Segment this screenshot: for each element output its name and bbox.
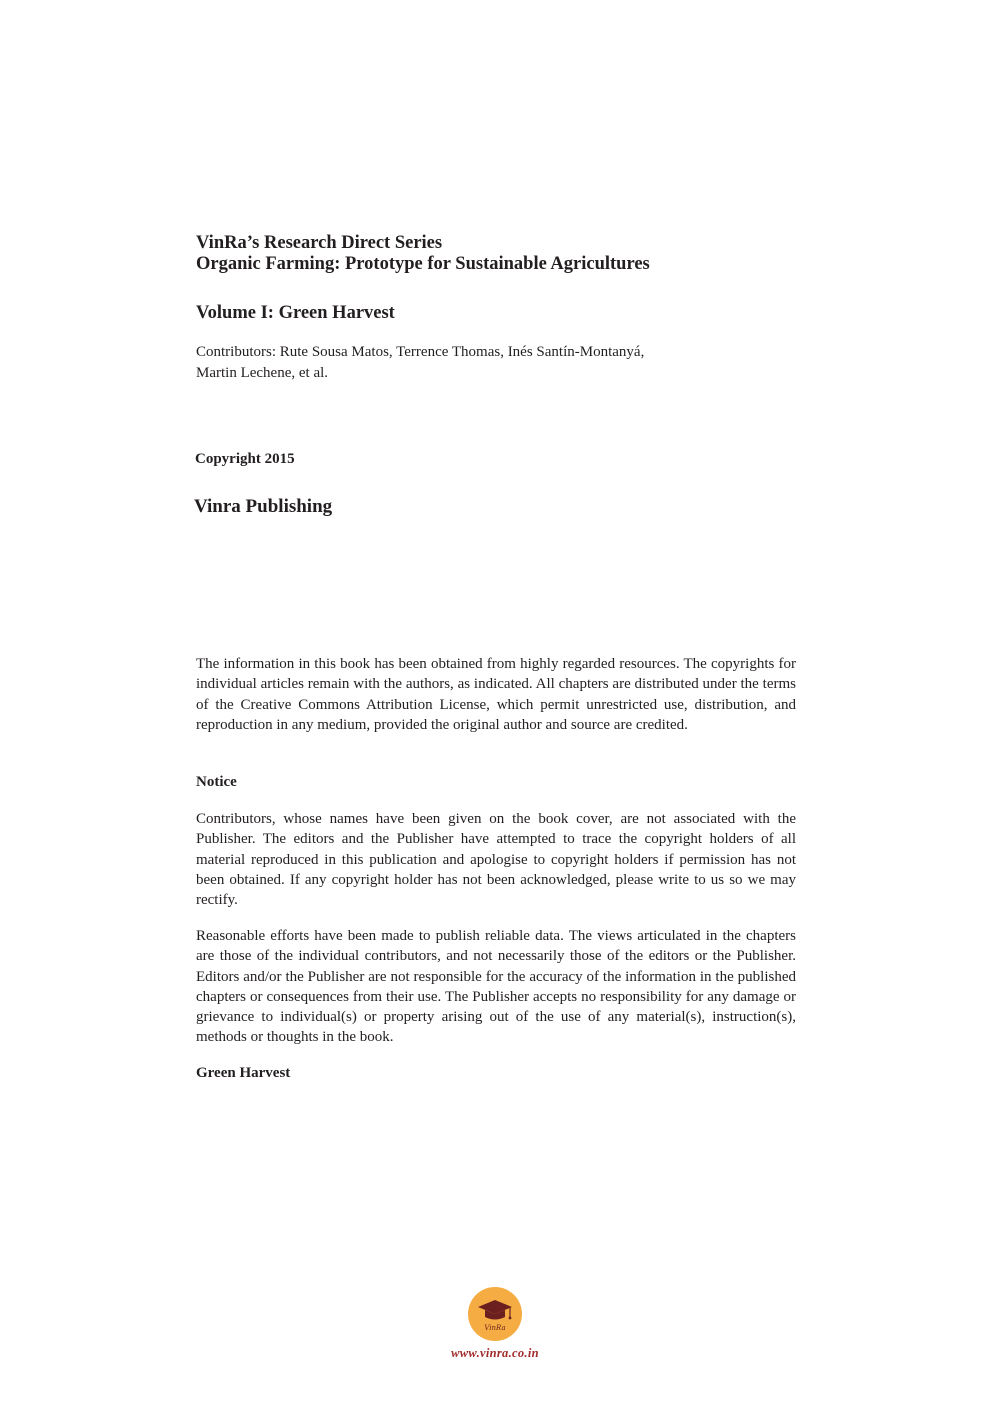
series-name: VinRa’s Research Direct Series (196, 233, 443, 253)
publisher-name: Vinra Publishing (194, 496, 333, 517)
notice-heading: Notice (196, 774, 237, 790)
vinra-logo (468, 1287, 522, 1341)
closing-title: Green Harvest (196, 1065, 291, 1081)
notice-paragraph-1: Contributors, whose names have been given on the book cover, are not associated with the Publisher. The editors and the Publisher have attempted to trace the copyright holders of all material reproduced in this publication and apologise to copyright holders if permission has not been obtained. If any copyright holder has not been acknowledged, please write to us so we may rectify. (196, 811, 796, 909)
contributors (196, 342, 756, 383)
rights-paragraph: The information in this book has been obtained from highly regarded resources. The copyrights for individual articles remain with the authors, as indicated. All chapters are distributed under the terms of the Creative Commons Attribution License, which permit unrestricted use, distribution, and reproduction in any medium, provided the original author and source are credited. (196, 656, 796, 733)
book-title: Organic Farming: Prototype for Sustainable Agricultures (196, 254, 650, 274)
contributors-line-1: Contributors: Rute Sousa Matos, Terrence Thomas, Inés Santín-Montanyá, (196, 344, 645, 360)
volume-title: Volume I: Green Harvest (196, 303, 395, 323)
notice-paragraph-2: Reasonable efforts have been made to publish reliable data. The views articulated in the chapters are those of the individual contributors, and not necessarily those of the editors or the Publisher. Editors and/or the Publisher are not responsible for the accuracy of the information in the published chapters or consequences from their use. The Publisher accepts no responsibility for any damage or grievance to individual(s) or property arising out of the use of any material(s), instruction(s), methods or thoughts in the book. (196, 928, 796, 1046)
website-link[interactable]: www.vinra.co.in (451, 1346, 539, 1360)
copyright-notice: Copyright 2015 (195, 451, 295, 467)
graduation-cap-icon (468, 1287, 522, 1341)
contributors-line-2: Martin Lechene, et al. (196, 364, 329, 381)
series-title (196, 233, 650, 275)
logo-text: VinRa (484, 1324, 506, 1332)
